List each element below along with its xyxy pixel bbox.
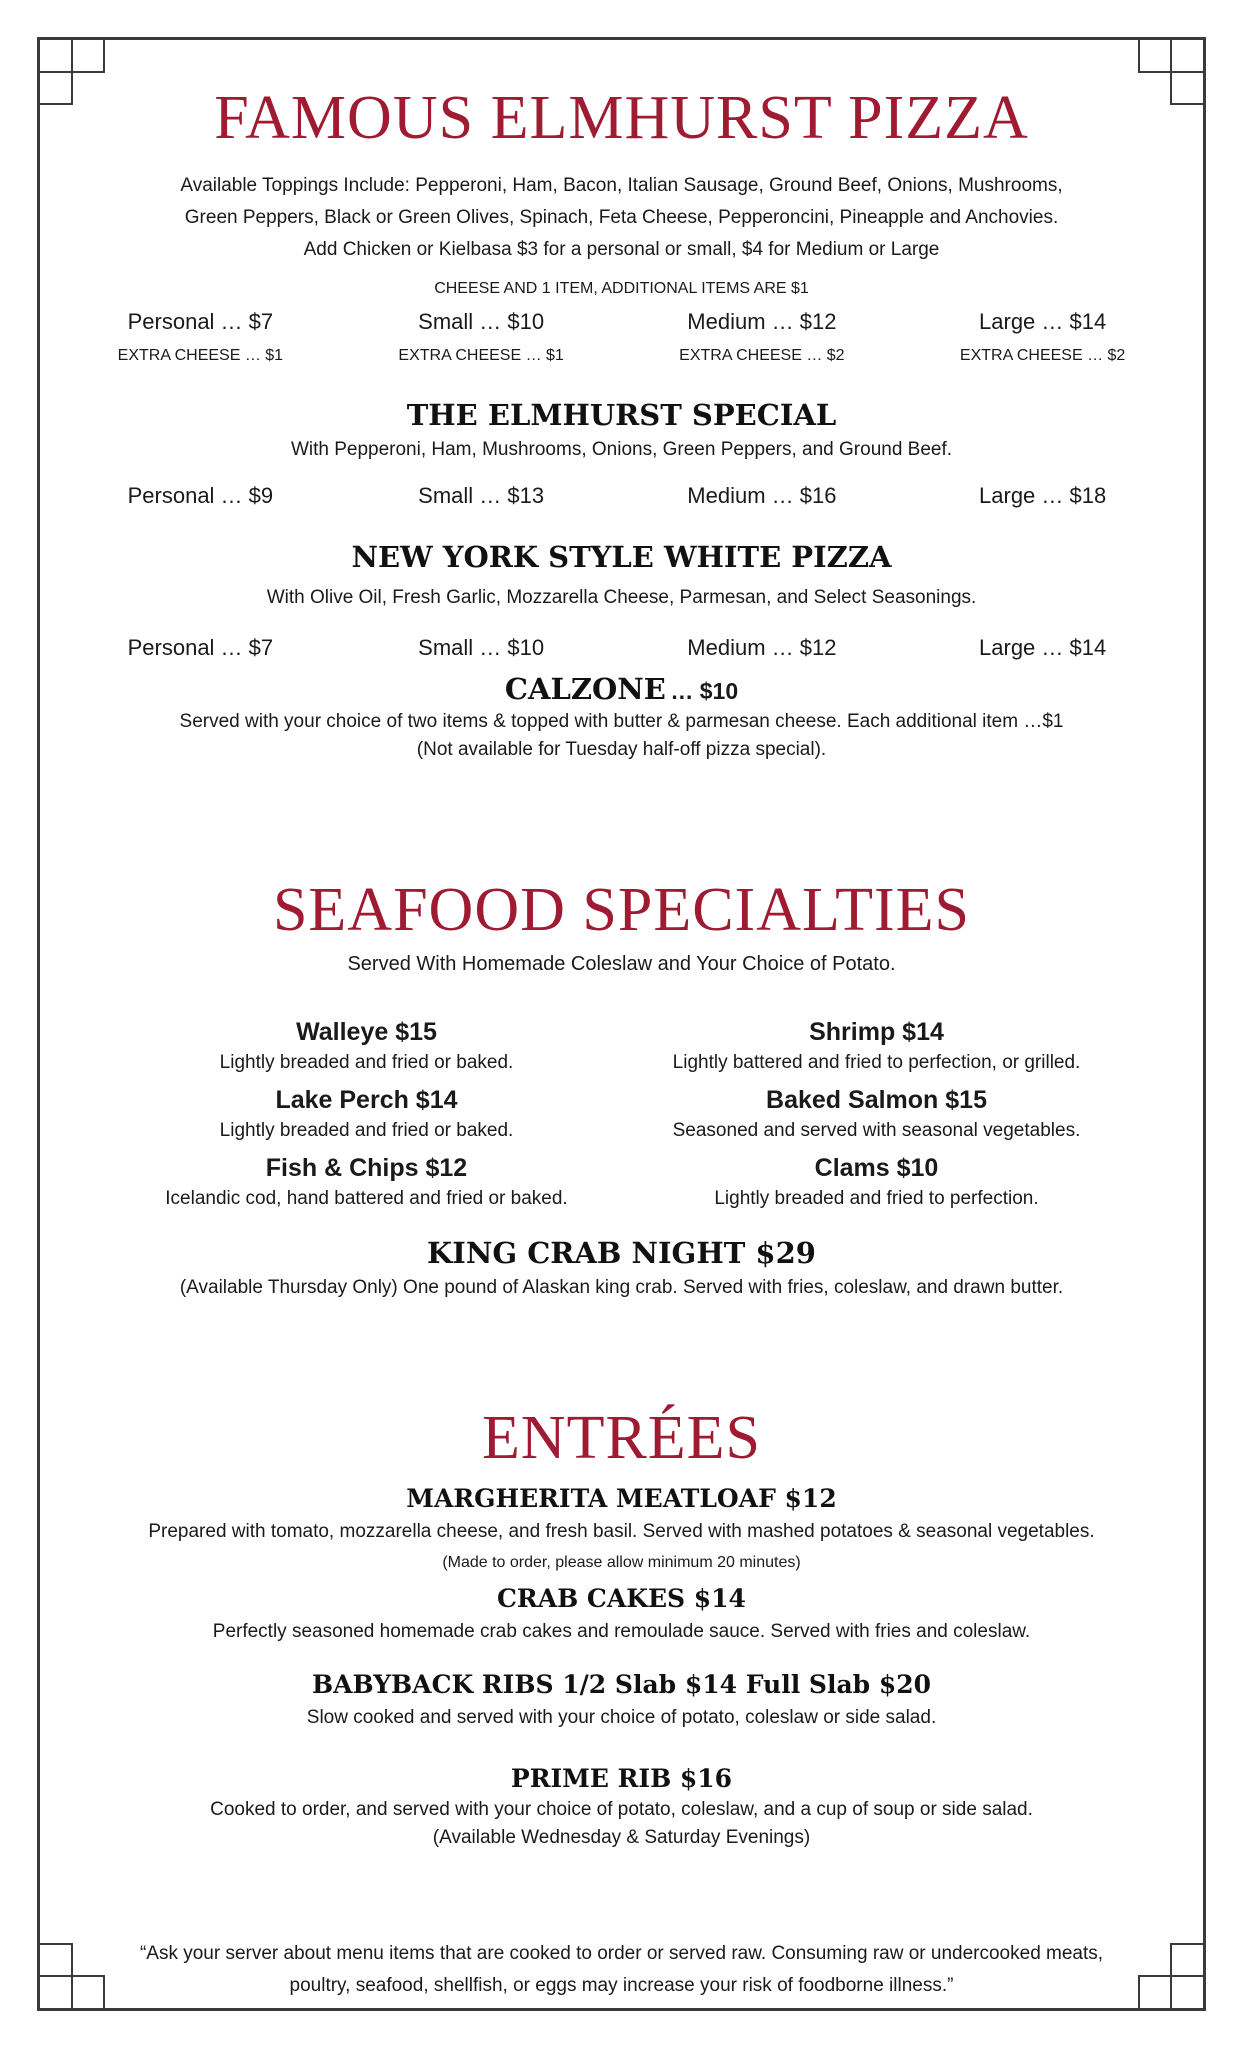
price-small: Small … $13 xyxy=(418,483,545,508)
price-medium: Medium … $16 xyxy=(687,483,837,508)
seafood-item xyxy=(632,1150,1122,1212)
base-price-row xyxy=(60,302,1183,342)
seafood-item-desc: Lightly breaded and fried to perfection. xyxy=(714,1188,1039,1209)
entree-desc: Slow cooked and served with your choice of potato, coleslaw or side salad. xyxy=(306,1707,937,1728)
entree-note: (Made to order, please allow minimum 20 minutes) xyxy=(442,1554,801,1571)
seafood-item-name: Baked Salmon $15 xyxy=(766,1086,987,1114)
pizza-heading: FAMOUS ELMHURST PIZZA xyxy=(214,84,1029,152)
king-crab-title: KING CRAB NIGHT $29 xyxy=(427,1236,816,1270)
white-pizza-desc: With Olive Oil, Fresh Garlic, Mozzarella Cheese, Parmesan, and Select Seasonings. xyxy=(266,587,977,608)
seafood-items xyxy=(122,1014,1122,1212)
seafood-item-desc: Icelandic cod, hand battered and fried or baked. xyxy=(165,1188,568,1209)
seafood-item-name: Shrimp $14 xyxy=(809,1018,944,1046)
disclaimer-line: “Ask your server about menu items that are cooked to order or served raw. Consuming raw or undercooked meats, xyxy=(139,1943,1104,1964)
extra-cheese-price: EXTRA CHEESE … $2 xyxy=(679,347,845,364)
entree-title: MARGHERITA MEATLOAF $12 xyxy=(406,1484,837,1513)
elmhurst-special-title: THE ELMHURST SPECIAL xyxy=(406,398,837,432)
calzone-desc: Served with your choice of two items & topped with butter & parmesan cheese. Each additional item …$1 xyxy=(179,711,1064,732)
entree-item xyxy=(60,1582,1183,1648)
menu-page xyxy=(60,60,1183,1996)
price-large: Large … $14 xyxy=(979,309,1107,334)
extra-cheese-price: EXTRA CHEESE … $1 xyxy=(117,347,284,364)
price-personal: Personal … $7 xyxy=(127,309,274,334)
seafood-item xyxy=(632,1082,1122,1144)
price-personal: Personal … $7 xyxy=(127,635,274,660)
disclaimer-line: poultry, seafood, shellfish, or eggs may increase your risk of foodborne illness.” xyxy=(289,1975,954,1996)
calzone-title: CALZONE xyxy=(504,672,666,706)
entree-title: BABYBACK RIBS 1/2 Slab $14 Full Slab $20 xyxy=(311,1670,932,1699)
toppings-line: Add Chicken or Kielbasa $3 for a personal or small, $4 for Medium or Large xyxy=(303,239,940,260)
extra-cheese-price: EXTRA CHEESE … $2 xyxy=(959,347,1126,364)
price-large: Large … $14 xyxy=(979,635,1107,660)
food-safety-disclaimer xyxy=(60,1938,1183,2002)
king-crab-desc: (Available Thursday Only) One pound of Alaskan king crab. Served with fries, coleslaw, and drawn butter. xyxy=(179,1277,1064,1298)
white-price-row xyxy=(60,628,1183,668)
calzone-price: … $10 xyxy=(670,678,739,704)
entree-title: PRIME RIB $16 xyxy=(510,1764,733,1793)
entrees-section xyxy=(60,1400,1183,1852)
seafood-item-name: Clams $10 xyxy=(814,1154,939,1182)
seafood-item-name: Lake Perch $14 xyxy=(275,1086,458,1114)
toppings-line: Available Toppings Include: Pepperoni, Ham, Bacon, Italian Sausage, Ground Beef, Onions, Mushrooms, xyxy=(180,175,1063,196)
seafood-item xyxy=(122,1014,612,1076)
seafood-item-desc: Lightly breaded and fried or baked. xyxy=(219,1120,514,1141)
calzone-note: (Not available for Tuesday half-off pizza special). xyxy=(416,739,827,760)
price-large: Large … $18 xyxy=(979,483,1107,508)
seafood-subtitle: Served With Homemade Coleslaw and Your Choice of Potato. xyxy=(347,953,896,975)
base-price-note: CHEESE AND 1 ITEM, ADDITIONAL ITEMS ARE $1 xyxy=(434,280,809,297)
seafood-heading: SEAFOOD SPECIALTIES xyxy=(272,876,971,944)
calzone-heading xyxy=(60,670,1183,708)
price-small: Small … $10 xyxy=(418,309,545,334)
seafood-item-desc: Lightly breaded and fried or baked. xyxy=(219,1052,514,1073)
extra-cheese-row xyxy=(60,342,1183,370)
entree-note: (Available Wednesday & Saturday Evenings) xyxy=(432,1827,811,1848)
price-medium: Medium … $12 xyxy=(687,309,837,334)
seafood-item-name: Walleye $15 xyxy=(296,1018,437,1046)
price-small: Small … $10 xyxy=(418,635,545,660)
entree-desc: Cooked to order, and served with your choice of potato, coleslaw, and a cup of soup or side salad. xyxy=(210,1799,1033,1820)
pizza-section xyxy=(60,80,1183,764)
white-pizza-title: NEW YORK STYLE WHITE PIZZA xyxy=(351,540,892,574)
seafood-item xyxy=(632,1014,1122,1076)
price-medium: Medium … $12 xyxy=(687,635,837,660)
seafood-item xyxy=(122,1150,612,1212)
entree-item xyxy=(60,1482,1183,1578)
entrees-heading: ENTRÉES xyxy=(481,1404,762,1472)
elmhurst-special-desc: With Pepperoni, Ham, Mushrooms, Onions, Green Peppers, and Ground Beef. xyxy=(290,439,953,460)
entree-desc: Prepared with tomato, mozzarella cheese, and fresh basil. Served with mashed potatoes & seasonal vegetables. xyxy=(148,1521,1095,1542)
entree-item xyxy=(60,1762,1183,1852)
seafood-item-desc: Lightly battered and fried to perfection, or grilled. xyxy=(672,1052,1081,1073)
special-price-row xyxy=(60,476,1183,516)
entree-title: CRAB CAKES $14 xyxy=(497,1584,746,1613)
seafood-item xyxy=(122,1082,612,1144)
price-personal: Personal … $9 xyxy=(127,483,274,508)
seafood-item-desc: Seasoned and served with seasonal vegetables. xyxy=(672,1120,1081,1141)
entree-item xyxy=(60,1668,1183,1734)
seafood-section xyxy=(60,872,1183,1304)
entree-desc: Perfectly seasoned homemade crab cakes and remoulade sauce. Served with fries and coleslaw. xyxy=(212,1621,1031,1642)
extra-cheese-price: EXTRA CHEESE … $1 xyxy=(398,347,564,364)
toppings-line: Green Peppers, Black or Green Olives, Spinach, Feta Cheese, Pepperoncini, Pineapple and Anchovies. xyxy=(184,207,1059,228)
seafood-item-name: Fish & Chips $12 xyxy=(265,1154,468,1182)
